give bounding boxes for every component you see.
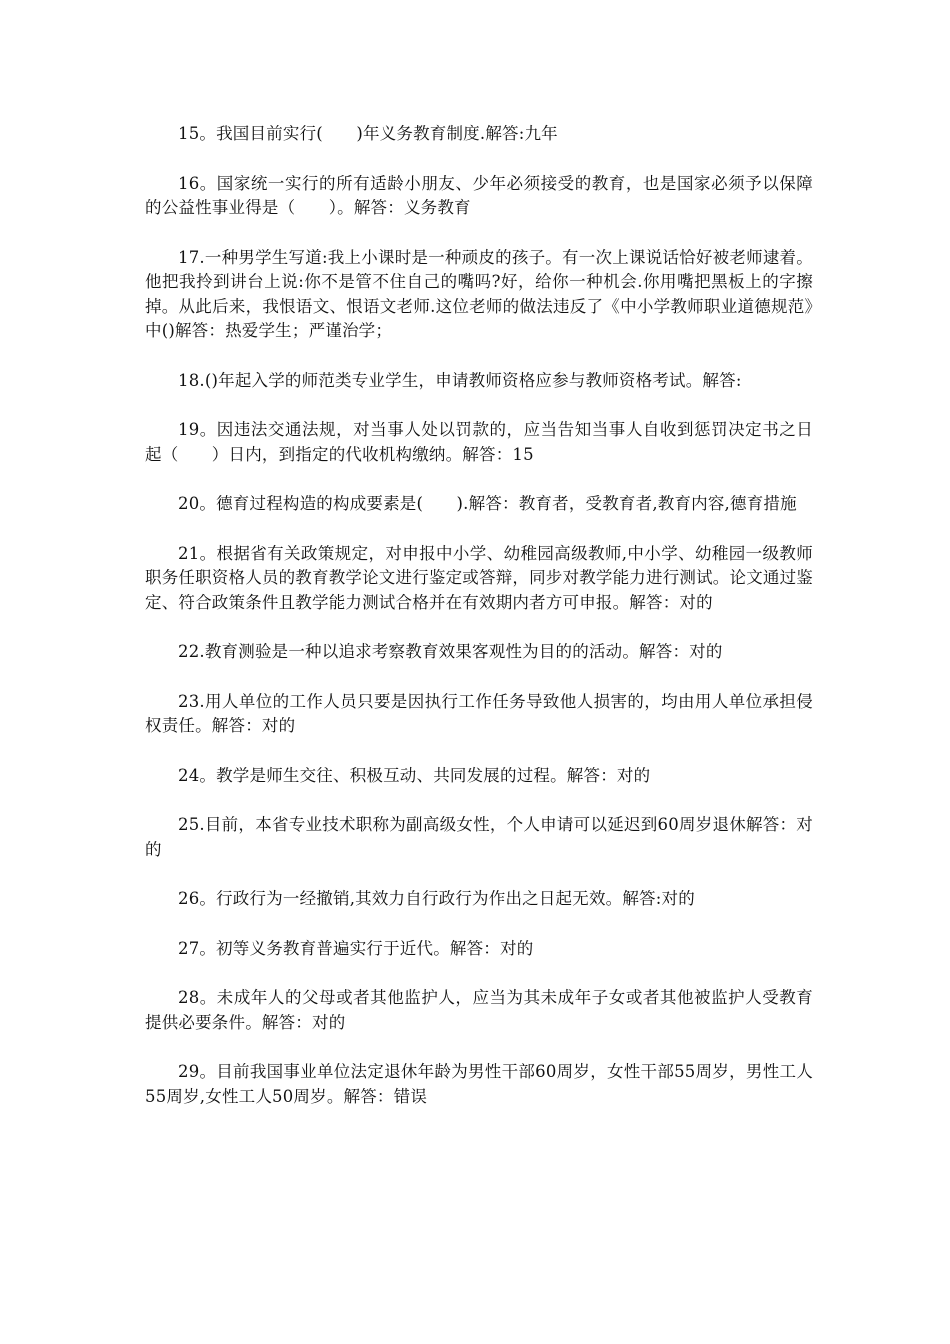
question-list [145,122,813,1134]
question-21: 21。根据省有关政策规定，对申报中小学、幼稚园高级教师,中小学、幼稚园一级教师职务任职资格人员的教育教学论文进行鉴定或答辩，同步对教学能力进行测试。论文通过鉴定、符合政策条件且教学能力测试合格并在有效期内者方可申报。解答：对的 [145,543,813,612]
question-28: 28。未成年人的父母或者其他监护人，应当为其未成年子女或者其他被监护人受教育提供必要条件。解答：对的 [145,988,813,1032]
question-27: 27。初等义务教育普遍实行于近代。解答：对的 [178,938,534,958]
question-15: 15。我国目前实行( )年义务教育制度.解答:九年 [178,124,558,143]
question-18: 18.()年起入学的师范类专业学生，申请教师资格应参与教师资格考试。解答: [178,370,742,390]
question-16: 16。国家统一实行的所有适龄小朋友、少年必须接受的教育，也是国家必须予以保障的公益性事业得是（ ）。解答：义务教育 [145,173,813,217]
question-26: 26。行政行为一经撤销,其效力自行政行为作出之日起无效。解答:对的 [178,889,695,908]
question-20: 20。德育过程构造的构成要素是( ).解答：教育者，受教育者,教育内容,德育措施 [178,494,797,513]
question-22: 22.教育测验是一种以追求考察教育效果客观性为目的的活动。解答：对的 [178,642,723,661]
question-29: 29。目前我国事业单位法定退休年龄为男性干部60周岁，女性干部55周岁，男性工人55周岁,女性工人50周岁。解答：错误 [145,1062,813,1106]
question-24: 24。教学是师生交往、积极互动、共同发展的过程。解答：对的 [178,765,651,785]
question-17: 17.一种男学生写道:我上小课时是一种顽皮的孩子。有一次上课说话恰好被老师逮着。他把我拎到讲台上说:你不是管不住自己的嘴吗?好，给你一种机会.你用嘴把黑板上的字擦掉。从此后来，我恨语文、恨语文老师.这位老师的做法违反了《中小学教师职业道德规范》中()解答：热爱学生；严谨治学； [145,247,813,340]
question-23: 23.用人单位的工作人员只要是因执行工作任务导致他人损害的，均由用人单位承担侵权责任。解答：对的 [145,691,813,735]
question-19: 19。因违法交通法规，对当事人处以罚款的，应当告知当事人自收到惩罚决定书之日起（ ）日内，到指定的代收机构缴纳。解答：15 [145,420,813,464]
question-25: 25.目前，本省专业技术职称为副高级女性，个人申请可以延迟到60周岁退休解答：对的 [145,815,813,859]
